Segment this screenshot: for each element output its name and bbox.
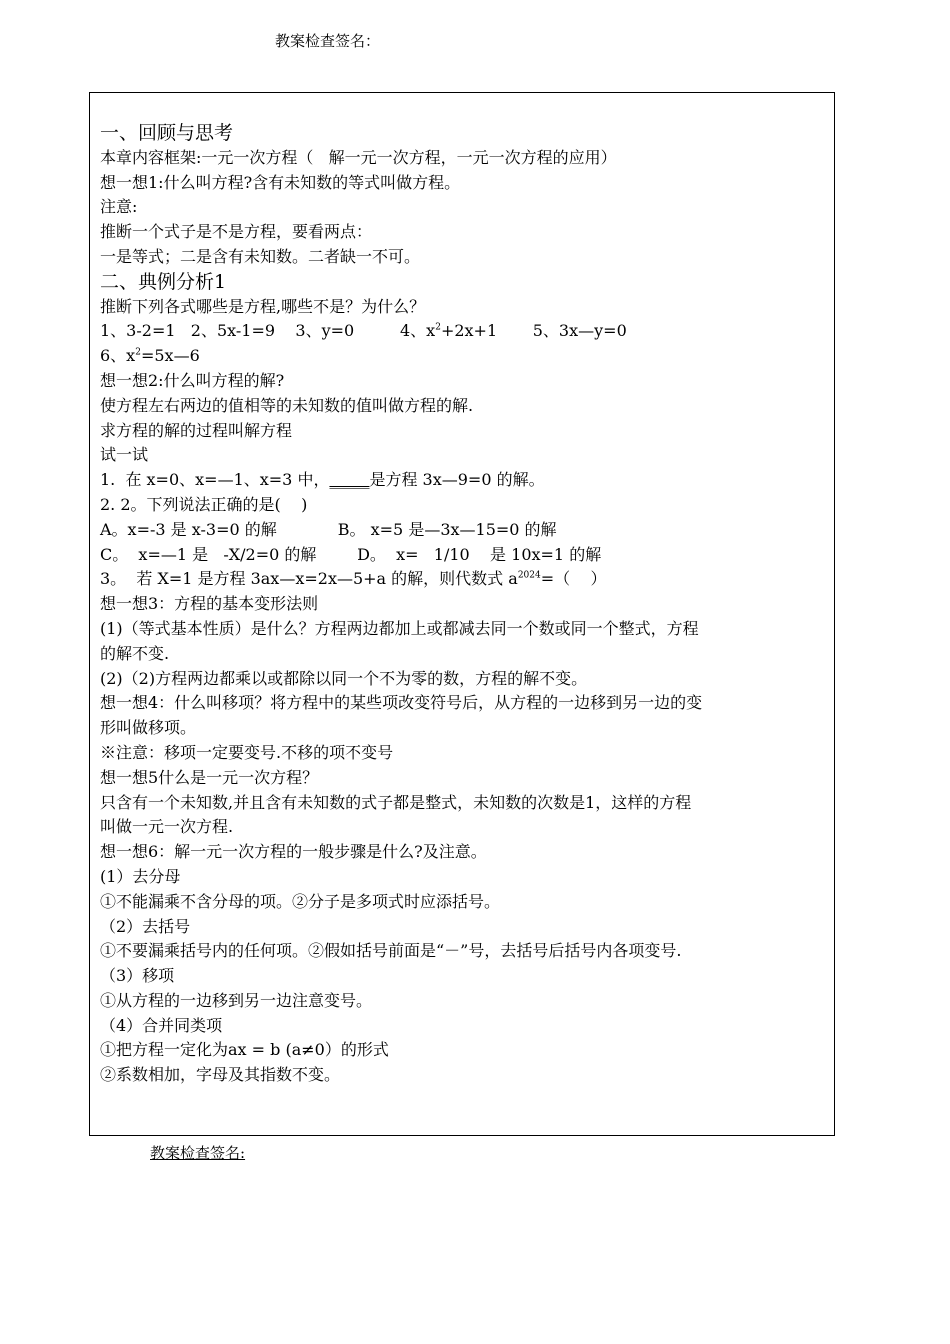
text-line: ①从方程的一边移到另一边注意变号。	[100, 990, 373, 1010]
text-segment: 1、3-2=1 2、5x-1=9 3、y=0 4、x	[100, 321, 436, 341]
equations-line-2	[100, 344, 826, 369]
answer-blank: _____	[329, 470, 370, 490]
text-line: 形叫做移项。	[100, 718, 197, 738]
text-line: 只含有一个未知数,并且含有未知数的式子都是整式，未知数的次数是1，这样的方程	[100, 792, 692, 812]
footer-sign-label: 教案检查签名:	[150, 1144, 246, 1162]
text-line: 想一想1:什么叫方程?含有未知数的等式叫做方程。	[100, 172, 461, 192]
text-line: 本章内容框架:一元一次方程（ 解一元一次方程，一元一次方程的应用）	[100, 147, 617, 167]
text-line: 使方程左右两边的值相等的未知数的值叫做方程的解.	[100, 395, 474, 415]
text-segment: 是方程 3x—9=0 的解。	[369, 470, 545, 490]
step-heading: （4）合并同类项	[100, 1015, 223, 1035]
superscript: 2	[135, 347, 141, 358]
text-line: ①不要漏乘括号内的任何项。②假如括号前面是“－”号，去括号后括号内各项变号.	[100, 941, 682, 961]
section-title-examples: 二、典例分析1	[100, 270, 227, 293]
text-segment: =5x—6	[140, 346, 200, 366]
text-line: 2. 2。下列说法正确的是( )	[100, 494, 308, 514]
text-line: 想一想2:什么叫方程的解?	[100, 370, 285, 390]
exercise-1	[100, 468, 826, 493]
text-line: ①把方程一定化为ax = b (a≠0）的形式	[100, 1040, 389, 1060]
lesson-content	[100, 121, 826, 1088]
step-heading: (1）去分母	[100, 866, 181, 886]
text-line: 想一想6：解一元一次方程的一般步骤是什么?及注意。	[100, 842, 487, 862]
text-line: (1)（等式基本性质）是什么？方程两边都加上或都减去同一个数或同一个整式，方程	[100, 618, 699, 638]
text-line: 一是等式；二是含有未知数。二者缺一不可。	[100, 246, 421, 266]
superscript: 2	[435, 323, 441, 334]
text-line: 想一想3：方程的基本变形法则	[100, 594, 319, 614]
text-line: ①不能漏乘不含分母的项。②分子是多项式时应添括号。	[100, 891, 501, 911]
text-segment: =（ ）	[540, 569, 607, 589]
text-line: 推断一个式子是不是方程，要看两点：	[100, 222, 373, 242]
equations-line-1	[100, 319, 826, 344]
text-line: 叫做一元一次方程.	[100, 817, 234, 837]
step-heading: （3）移项	[100, 966, 175, 986]
text-line: 想一想4：什么叫移项？将方程中的某些项改变符号后，从方程的一边移到另一边的变	[100, 693, 703, 713]
step-heading: （2）去括号	[100, 916, 191, 936]
option-line: C。 x=—1 是 -X/2=0 的解 D。 x= 1/10 是 10x=1 的解	[100, 544, 602, 564]
option-line: A。x=-3 是 x-3=0 的解 B。 x=5 是—3x—15=0 的解	[100, 519, 557, 539]
exercise-3	[100, 567, 826, 592]
text-line: 想一想5什么是一元一次方程？	[100, 767, 319, 787]
text-line: 求方程的解的过程叫解方程	[100, 420, 293, 440]
text-line: ※注意：移项一定要变号.不移的项不变号	[100, 742, 394, 762]
text-line: 推断下列各式哪些是方程,哪些不是？为什么？	[100, 296, 426, 316]
text-line: 的解不变.	[100, 643, 170, 663]
section-title-review: 一、回顾与思考	[100, 122, 234, 144]
text-segment: 3。 若 X=1 是方程 3ax—x=2x—5+a 的解，则代数式 a	[100, 569, 518, 589]
header-sign-label: 教案检查签名：	[275, 32, 381, 50]
text-segment: 1. 在 x=0、x=—1、x=3 中，	[100, 470, 330, 490]
lesson-plan-box	[89, 92, 835, 1136]
text-line: 注意:	[100, 197, 138, 217]
text-line: ②系数相加，字母及其指数不变。	[100, 1065, 341, 1085]
text-line: (2)（2)方程两边都乘以或都除以同一个不为零的数，方程的解不变。	[100, 668, 588, 688]
text-segment: 6、x	[100, 346, 136, 366]
text-segment: +2x+1 5、3x—y=0	[440, 321, 627, 341]
text-line: 试一试	[100, 445, 149, 465]
superscript: 2024	[517, 571, 541, 582]
